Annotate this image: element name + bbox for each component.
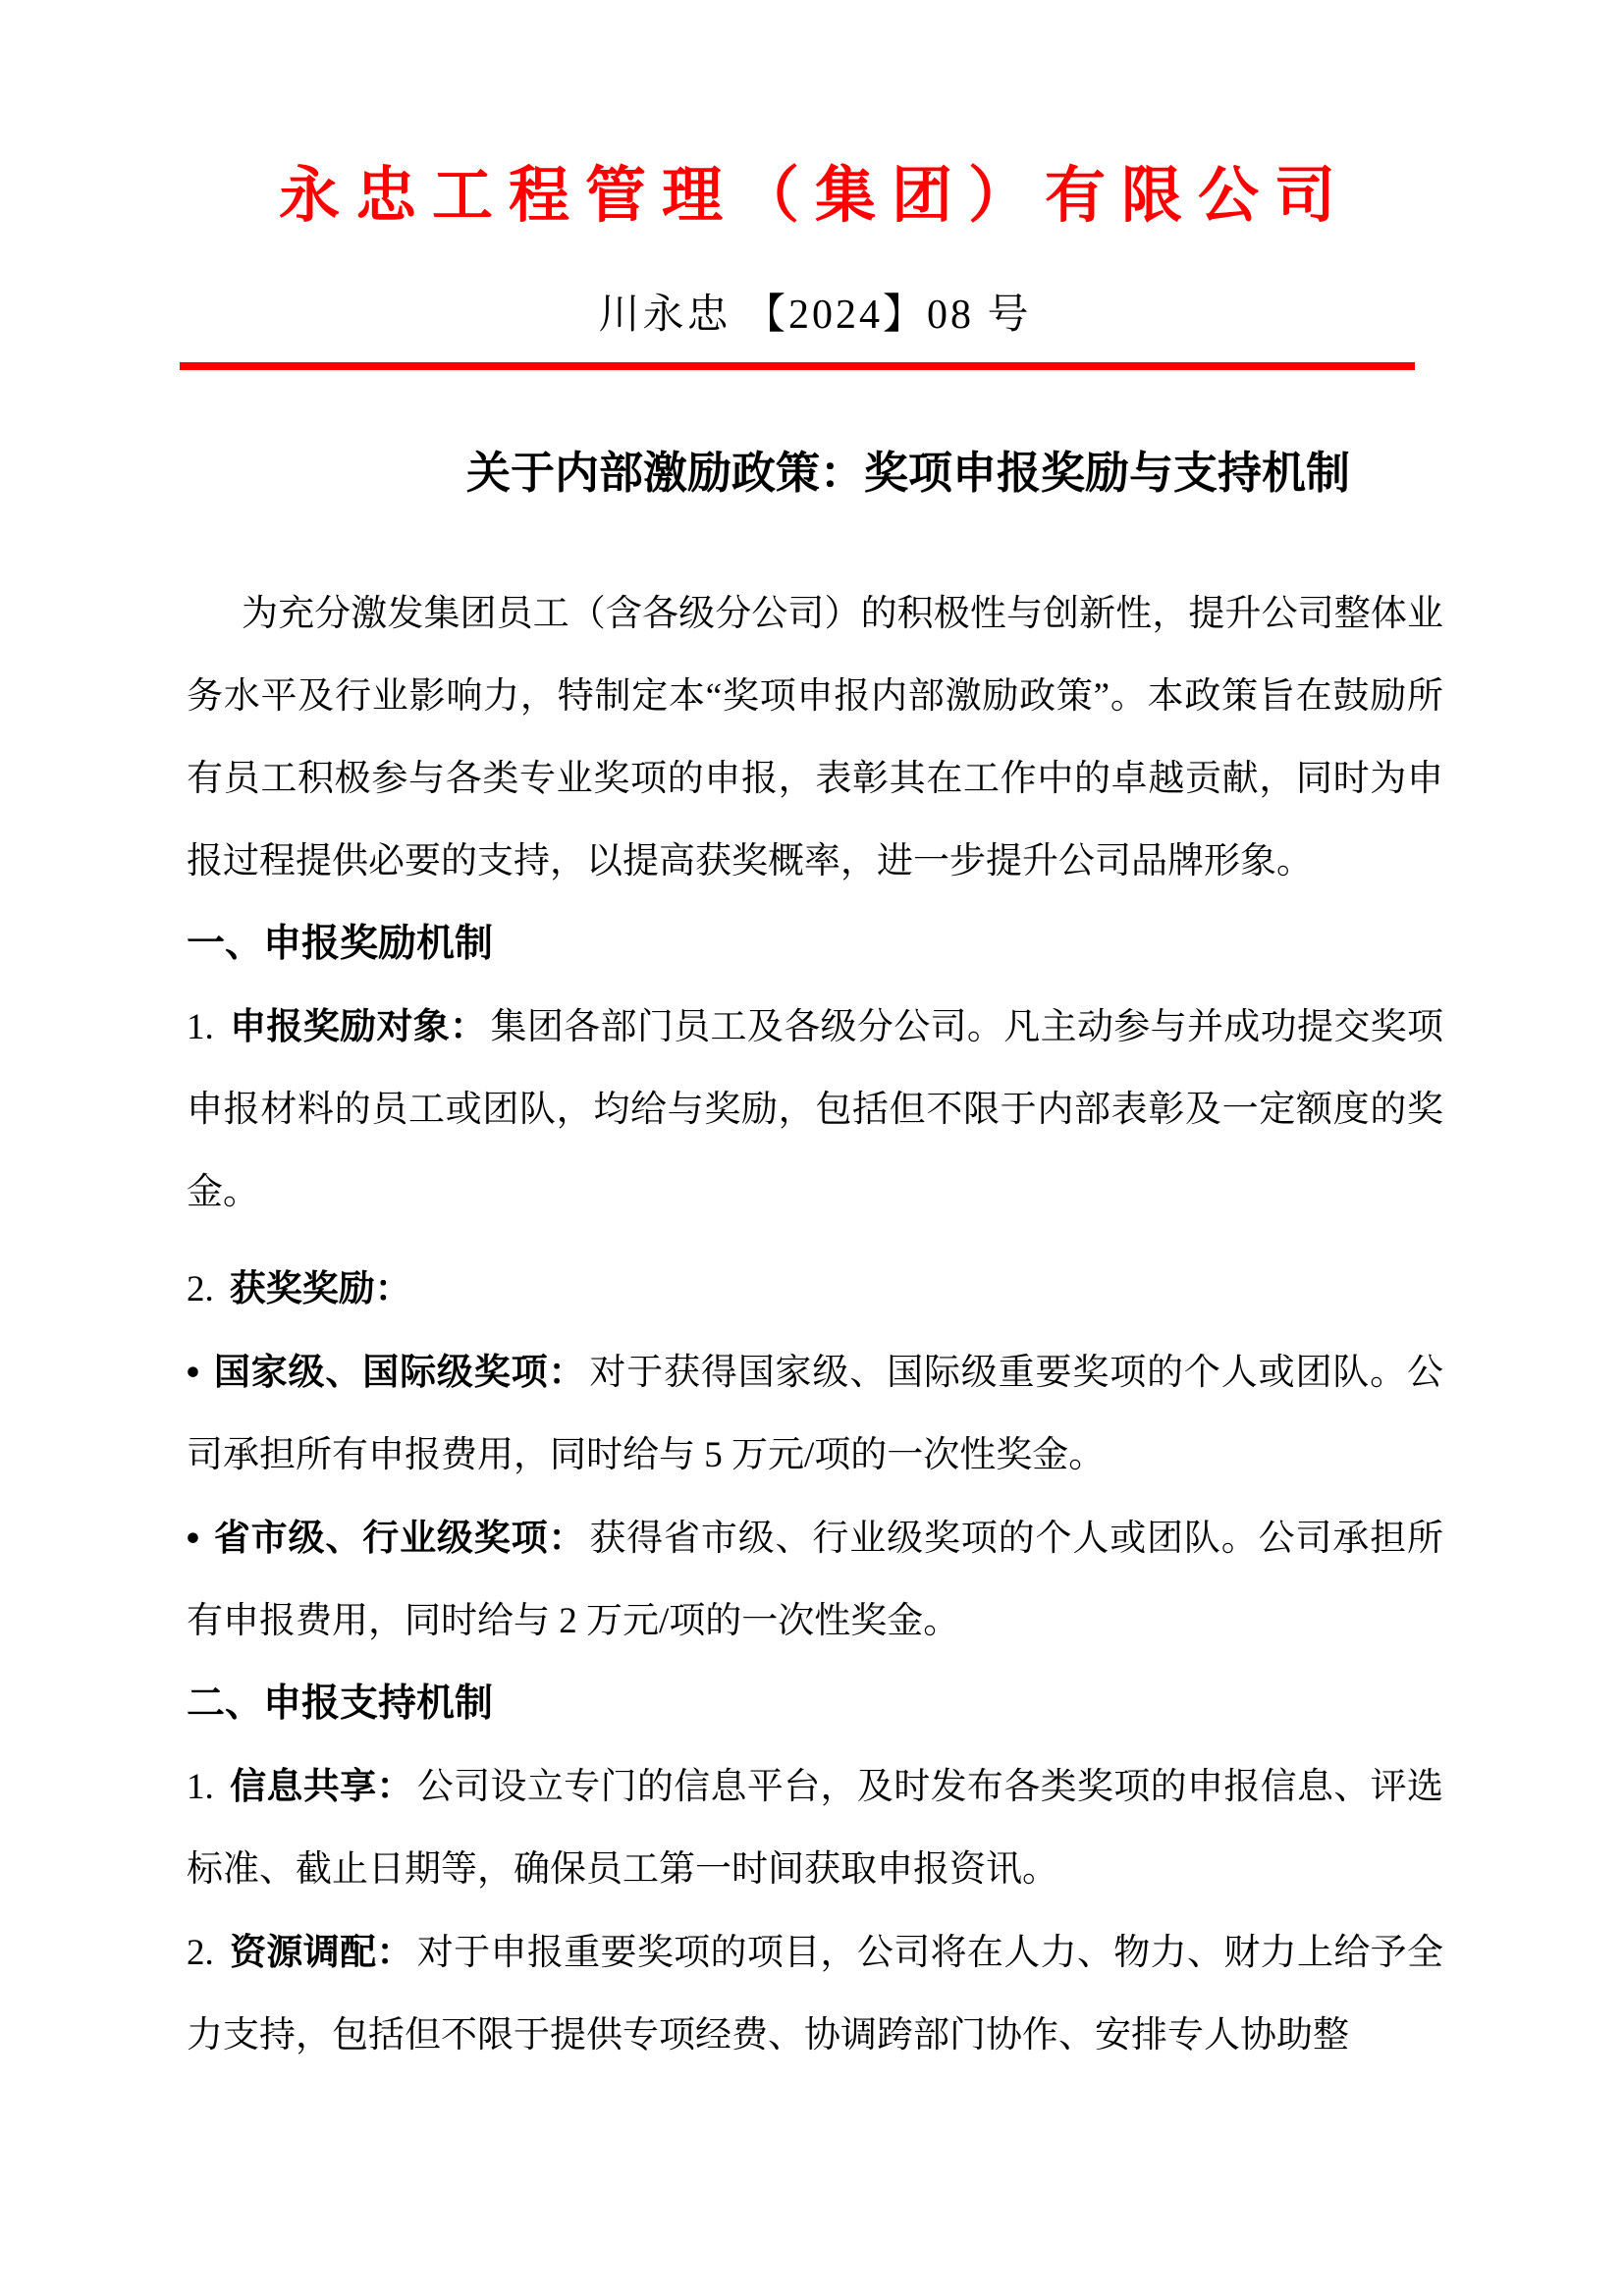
bullet-item-provincial-awards bbox=[187, 1497, 1443, 1663]
bullet-text: 对于获得国家级、国际级重要奖项的个人或团队。公司承担所有申报费用，同时给与 5 万元/项的一次性奖金。 bbox=[187, 1353, 1443, 1475]
document-title: 关于内部激励政策：奖项申报奖励与支持机制 bbox=[465, 448, 1350, 498]
item-text: 公司设立专门的信息平台，及时发布各类奖项的申报信息、评选标准、截止日期等，确保员工第一时间获取申报资讯。 bbox=[187, 1767, 1443, 1890]
item-marker: 1. bbox=[187, 1767, 214, 1807]
bullet-text: 获得省市级、行业级奖项的个人或团队。公司承担所有申报费用，同时给与 2 万元/项的一次性奖金。 bbox=[187, 1519, 1443, 1641]
document-body bbox=[187, 573, 1443, 2077]
item-text: 集团各部门员工及各级分公司。凡主动参与并成功提交奖项申报材料的员工或团队，均给与奖励，包括但不限于内部表彰及一定额度的奖金。 bbox=[187, 1007, 1444, 1212]
bullet-item-national-awards bbox=[187, 1331, 1443, 1497]
item-marker: 2. bbox=[187, 1269, 214, 1309]
item-label: 资源调配： bbox=[229, 1932, 413, 1972]
red-divider bbox=[180, 362, 1415, 370]
bullet-label: 省市级、行业级奖项： bbox=[212, 1518, 586, 1558]
item-label: 申报奖励对象： bbox=[229, 1006, 487, 1046]
item-text: 对于申报重要奖项的项目，公司将在人力、物力、财力上给予全力支持，包括但不限于提供专项经费、协调跨部门协作、安排专人协助整 bbox=[187, 1933, 1443, 2056]
list-item-award-reward bbox=[187, 1248, 1443, 1331]
doc-number: 川永忠 【2024】08 号 bbox=[598, 293, 1032, 338]
bullet-icon: • bbox=[187, 1518, 199, 1558]
bullet-label: 国家级、国际级奖项： bbox=[212, 1352, 586, 1392]
company-name: 永忠工程管理（集团）有限公司 bbox=[278, 162, 1351, 230]
item-marker: 2. bbox=[187, 1933, 214, 1973]
list-item-reward-target bbox=[187, 986, 1443, 1234]
list-item-resource-allocation bbox=[187, 1911, 1443, 2077]
item-label: 信息共享： bbox=[229, 1766, 413, 1806]
list-item-info-sharing bbox=[187, 1745, 1443, 1911]
bullet-icon: • bbox=[187, 1352, 199, 1392]
section-heading-2: 二、申报支持机制 bbox=[187, 1682, 494, 1725]
item-label: 获奖奖励： bbox=[229, 1268, 411, 1308]
item-marker: 1. bbox=[187, 1007, 214, 1047]
letterhead bbox=[187, 157, 1443, 370]
section-heading-1: 一、申报奖励机制 bbox=[187, 923, 494, 965]
intro-paragraph: 为充分激发集团员工（含各级分公司）的积极性与创新性，提升公司整体业务水平及行业影响力，特制定本“奖项申报内部激励政策”。本政策旨在鼓励所有员工积极参与各类专业奖项的申报，表彰其在工作中的卓越贡献，同时为申报过程提供必要的支持，以提高获奖概率，进一步提升公司品牌形象。 bbox=[187, 594, 1443, 881]
